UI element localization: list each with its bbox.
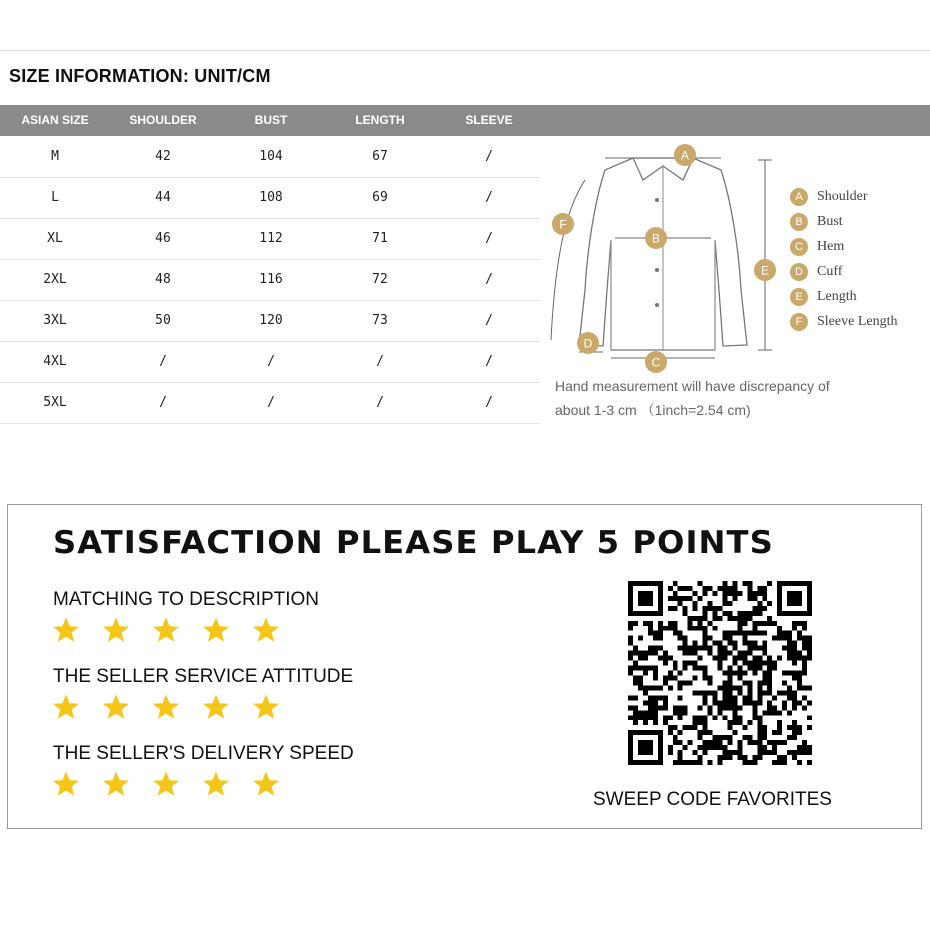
legend-badge: B (790, 213, 808, 231)
marker-e (754, 259, 776, 281)
legend-label: Cuff (817, 264, 843, 279)
table-cell: / (376, 354, 384, 369)
rating-title: SATISFACTION PLEASE PLAY 5 POINTS (53, 525, 774, 561)
star-icon[interactable] (202, 693, 230, 721)
criterion-label: MATCHING TO DESCRIPTION (53, 589, 320, 610)
legend-item (790, 311, 897, 333)
legend-label: Hem (817, 239, 845, 254)
header-sleeve: SLEEVE (465, 113, 513, 127)
table-cell: 42 (155, 149, 171, 164)
legend-badge: C (790, 238, 808, 256)
table-cell: 50 (155, 313, 171, 328)
size-table-header (0, 105, 930, 136)
star-icon[interactable] (202, 770, 230, 798)
header-asian-size: ASIAN SIZE (21, 113, 89, 127)
legend-badge: A (790, 188, 808, 206)
marker-b (645, 227, 667, 249)
table-cell: 71 (372, 231, 388, 246)
marker-f (552, 213, 574, 235)
table-cell: / (485, 272, 493, 287)
star-icon[interactable] (52, 770, 80, 798)
star-icon[interactable] (202, 616, 230, 644)
qr-caption: SWEEP CODE FAVORITES (593, 789, 832, 810)
table-cell: 120 (259, 313, 283, 328)
star-icon[interactable] (252, 770, 280, 798)
table-cell: / (159, 395, 167, 410)
star-rating[interactable] (52, 616, 302, 644)
legend-badge: F (790, 313, 808, 331)
legend-item (790, 186, 868, 208)
table-cell: 72 (372, 272, 388, 287)
table-row (0, 178, 540, 219)
measurement-diagram (545, 140, 925, 425)
header-shoulder: SHOULDER (129, 113, 197, 127)
table-cell: 3XL (43, 313, 67, 328)
legend-badge: E (790, 288, 808, 306)
table-cell: / (485, 354, 493, 369)
table-cell: / (485, 395, 493, 410)
star-icon[interactable] (152, 770, 180, 798)
table-cell: 112 (259, 231, 283, 246)
criterion-label: THE SELLER'S DELIVERY SPEED (53, 743, 354, 764)
star-icon[interactable] (152, 616, 180, 644)
legend-item (790, 286, 857, 308)
table-cell: / (485, 231, 493, 246)
table-cell: 5XL (43, 395, 67, 410)
svg-text:A: A (680, 148, 690, 163)
table-row (0, 342, 540, 383)
measurement-note (555, 374, 895, 422)
table-cell: 67 (372, 149, 388, 164)
marker-d (577, 332, 599, 354)
star-rating[interactable] (52, 770, 302, 798)
table-cell: / (485, 190, 493, 205)
rating-panel (7, 504, 922, 829)
svg-text:C: C (651, 355, 661, 370)
marker-a (674, 144, 696, 166)
svg-text:E: E (760, 263, 770, 278)
table-cell: 108 (259, 190, 283, 205)
table-cell: 2XL (43, 272, 67, 287)
note-line-2: about 1-3 cm （1inch=2.54 cm) (555, 402, 751, 418)
criterion-label: THE SELLER SERVICE ATTITUDE (53, 666, 354, 687)
table-cell: 104 (259, 149, 283, 164)
star-icon[interactable] (102, 693, 130, 721)
top-divider (0, 50, 930, 51)
svg-text:B: B (651, 231, 661, 246)
star-rating[interactable] (52, 693, 302, 721)
table-row (0, 260, 540, 301)
header-length: LENGTH (355, 113, 405, 127)
marker-c (645, 351, 667, 373)
legend-item (790, 211, 843, 233)
table-cell: / (376, 395, 384, 410)
legend-label: Shoulder (817, 189, 868, 204)
legend-label: Bust (817, 214, 843, 229)
size-table-body (0, 137, 540, 424)
table-cell: / (267, 354, 275, 369)
legend-label: Sleeve Length (817, 314, 898, 329)
note-line-1: Hand measurement will have discrepancy of (555, 378, 830, 394)
star-icon[interactable] (252, 693, 280, 721)
star-icon[interactable] (102, 616, 130, 644)
table-cell: 46 (155, 231, 171, 246)
table-cell: 116 (259, 272, 283, 287)
qr-code-icon[interactable] (628, 581, 812, 765)
table-cell: L (51, 190, 59, 205)
star-icon[interactable] (52, 616, 80, 644)
table-cell: XL (47, 231, 63, 246)
table-cell: 4XL (43, 354, 67, 369)
legend-item (790, 236, 844, 258)
star-icon[interactable] (152, 693, 180, 721)
size-info-title: SIZE INFORMATION: UNIT/CM (9, 66, 271, 86)
table-row (0, 219, 540, 260)
table-cell: / (159, 354, 167, 369)
table-cell: 44 (155, 190, 171, 205)
table-cell: / (267, 395, 275, 410)
table-cell: / (485, 149, 493, 164)
table-row (0, 137, 540, 178)
table-cell: 69 (372, 190, 388, 205)
svg-text:F: F (559, 217, 567, 232)
star-icon[interactable] (102, 770, 130, 798)
header-bust: BUST (254, 113, 288, 127)
legend-badge: D (790, 263, 808, 281)
table-cell: 73 (372, 313, 388, 328)
star-icon[interactable] (252, 616, 280, 644)
legend-item (790, 261, 842, 283)
table-cell: M (51, 149, 59, 164)
table-row (0, 301, 540, 342)
star-icon[interactable] (52, 693, 80, 721)
table-row (0, 383, 540, 424)
table-cell: 48 (155, 272, 171, 287)
legend-label: Length (817, 289, 857, 304)
svg-text:D: D (583, 336, 593, 351)
table-cell: / (485, 313, 493, 328)
